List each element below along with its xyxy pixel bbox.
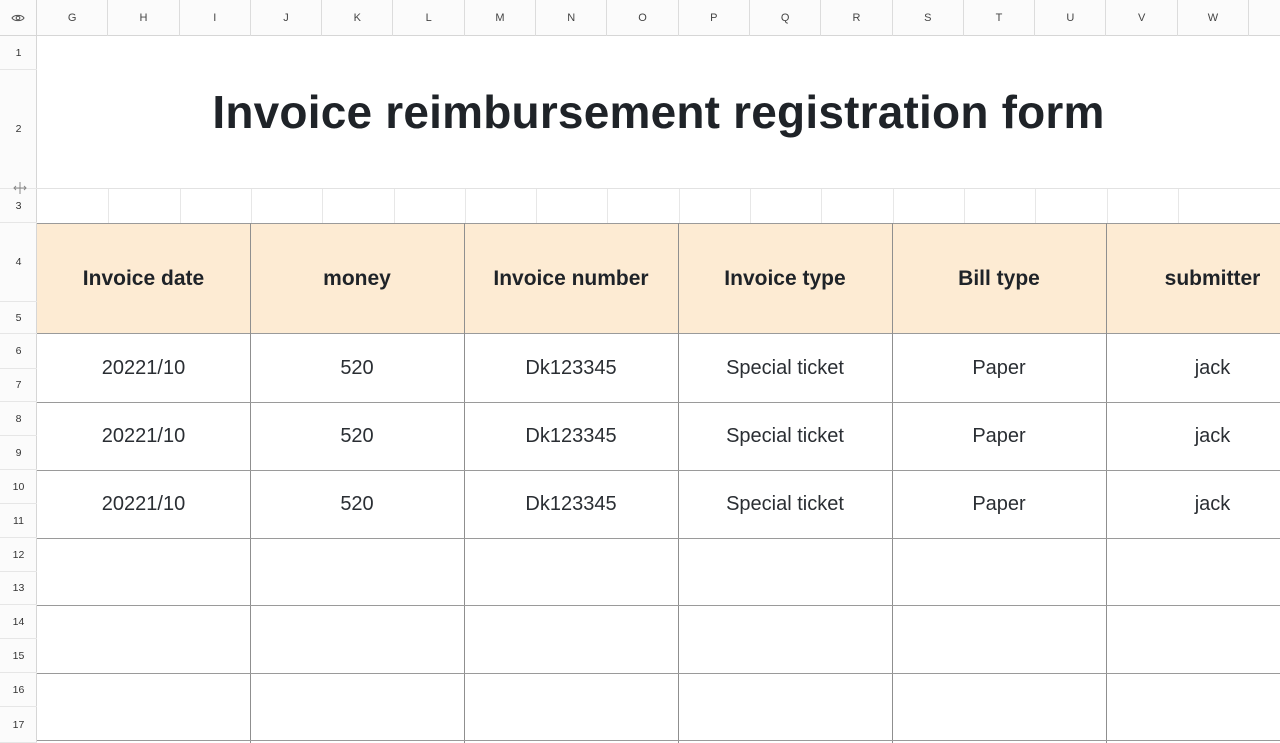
header-cell[interactable]: Invoice type: [724, 266, 846, 290]
header-cell[interactable]: Bill type: [958, 266, 1040, 290]
row-header-17[interactable]: 17: [0, 707, 37, 743]
row-resize-handle[interactable]: [12, 181, 28, 195]
table-cell[interactable]: [464, 673, 678, 741]
table-cell[interactable]: jack: [1194, 492, 1231, 515]
table-cell[interactable]: Special ticket: [726, 492, 844, 515]
row-header-10[interactable]: 10: [0, 470, 37, 504]
table-cell[interactable]: [250, 673, 464, 741]
grid-line: [180, 189, 181, 223]
grid-line: [750, 189, 751, 223]
title-cell[interactable]: [37, 36, 1280, 189]
column-header-o[interactable]: O: [607, 0, 678, 36]
table-border: [892, 223, 893, 743]
header-cell[interactable]: Invoice number: [493, 266, 649, 290]
table-border: [37, 538, 1280, 539]
grid-line: [1035, 189, 1036, 223]
column-header-p[interactable]: P: [679, 0, 750, 36]
table-cell[interactable]: [1106, 673, 1280, 741]
grid-line: [1107, 189, 1108, 223]
table-cell[interactable]: [1106, 538, 1280, 605]
column-header-k[interactable]: K: [322, 0, 393, 36]
row-header-4[interactable]: 4: [0, 223, 37, 302]
table-cell[interactable]: Special ticket: [726, 356, 844, 379]
table-cell[interactable]: [892, 538, 1106, 605]
table-cell[interactable]: jack: [1194, 356, 1231, 379]
row-header-3[interactable]: 3: [0, 189, 37, 223]
table-border: [37, 673, 1280, 674]
table-cell[interactable]: 520: [340, 356, 374, 379]
column-header-w[interactable]: W: [1178, 0, 1249, 36]
table-cell[interactable]: [892, 605, 1106, 673]
grid-line: [893, 189, 894, 223]
table-cell[interactable]: [678, 605, 892, 673]
table-cell[interactable]: Special ticket: [726, 424, 844, 447]
table-cell[interactable]: 20221/10: [101, 356, 186, 379]
table-cell[interactable]: [37, 538, 250, 605]
row-header-14[interactable]: 14: [0, 605, 37, 639]
grid-line: [679, 189, 680, 223]
table-cell[interactable]: 520: [340, 492, 374, 515]
table-border: [37, 740, 1280, 741]
table-cell[interactable]: jack: [1194, 424, 1231, 447]
grid-line: [607, 189, 608, 223]
row-header-2[interactable]: 2: [0, 70, 37, 189]
row-header-6[interactable]: 6: [0, 334, 37, 369]
grid-line: [251, 189, 252, 223]
table-cell[interactable]: [250, 538, 464, 605]
column-header-h[interactable]: H: [108, 0, 179, 36]
table-cell[interactable]: Paper: [972, 356, 1026, 379]
table-border: [37, 402, 1280, 403]
row-header-5[interactable]: 5: [0, 302, 37, 334]
header-cell[interactable]: money: [323, 266, 391, 290]
row-header-7[interactable]: 7: [0, 369, 37, 402]
header-cell[interactable]: submitter: [1164, 266, 1261, 290]
table-cell[interactable]: [37, 605, 250, 673]
grid-line: [1178, 189, 1179, 223]
table-cell[interactable]: [37, 673, 250, 741]
grid-line: [108, 189, 109, 223]
row-header-16[interactable]: 16: [0, 673, 37, 707]
row-header-9[interactable]: 9: [0, 436, 37, 470]
grid-line: [322, 189, 323, 223]
column-header-g[interactable]: G: [37, 0, 108, 36]
table-cell[interactable]: Paper: [972, 424, 1026, 447]
resize-icon: [12, 181, 28, 195]
row-header-1[interactable]: 1: [0, 36, 37, 70]
table-cell[interactable]: 20221/10: [101, 424, 186, 447]
table-cell[interactable]: Paper: [972, 492, 1026, 515]
column-header-s[interactable]: S: [893, 0, 964, 36]
row-header-8[interactable]: 8: [0, 402, 37, 436]
table-cell[interactable]: [678, 673, 892, 741]
row-header-13[interactable]: 13: [0, 572, 37, 605]
table-cell[interactable]: 520: [340, 424, 374, 447]
eye-icon: [11, 13, 25, 23]
header-cell[interactable]: Invoice date: [82, 266, 205, 290]
table-cell[interactable]: Dk123345: [525, 424, 617, 447]
column-header-q[interactable]: Q: [750, 0, 821, 36]
table-cell[interactable]: [464, 538, 678, 605]
table-cell[interactable]: [250, 605, 464, 673]
form-title: Invoice reimbursement registration form: [212, 86, 1105, 138]
table-cell[interactable]: Dk123345: [525, 492, 617, 515]
grid-line: [394, 189, 395, 223]
column-header-r[interactable]: R: [821, 0, 892, 36]
grid-line: [821, 189, 822, 223]
row-header-15[interactable]: 15: [0, 639, 37, 673]
column-header-i[interactable]: I: [180, 0, 251, 36]
table-border: [464, 223, 465, 743]
table-cell[interactable]: [892, 673, 1106, 741]
column-header-l[interactable]: L: [394, 0, 465, 36]
table-cell[interactable]: 20221/10: [101, 492, 186, 515]
grid-line: [964, 189, 965, 223]
table-border: [250, 223, 251, 743]
row-header-11[interactable]: 11: [0, 504, 37, 538]
visibility-toggle[interactable]: [0, 0, 37, 36]
table-border: [37, 470, 1280, 471]
column-header-j[interactable]: J: [251, 0, 322, 36]
table-cell[interactable]: [678, 538, 892, 605]
table-cell[interactable]: [464, 605, 678, 673]
table-border: [678, 223, 679, 743]
row-header-12[interactable]: 12: [0, 538, 37, 572]
table-border: [1106, 223, 1107, 743]
table-cell[interactable]: [1106, 605, 1280, 673]
column-header-m[interactable]: M: [465, 0, 536, 36]
grid-line: [536, 189, 537, 223]
column-header-u[interactable]: U: [1035, 0, 1106, 36]
column-header-t[interactable]: T: [964, 0, 1035, 36]
grid-line: [465, 189, 466, 223]
table-border: [37, 605, 1280, 606]
column-header-v[interactable]: V: [1107, 0, 1178, 36]
table-cell[interactable]: Dk123345: [525, 356, 617, 379]
column-header-n[interactable]: N: [536, 0, 607, 36]
